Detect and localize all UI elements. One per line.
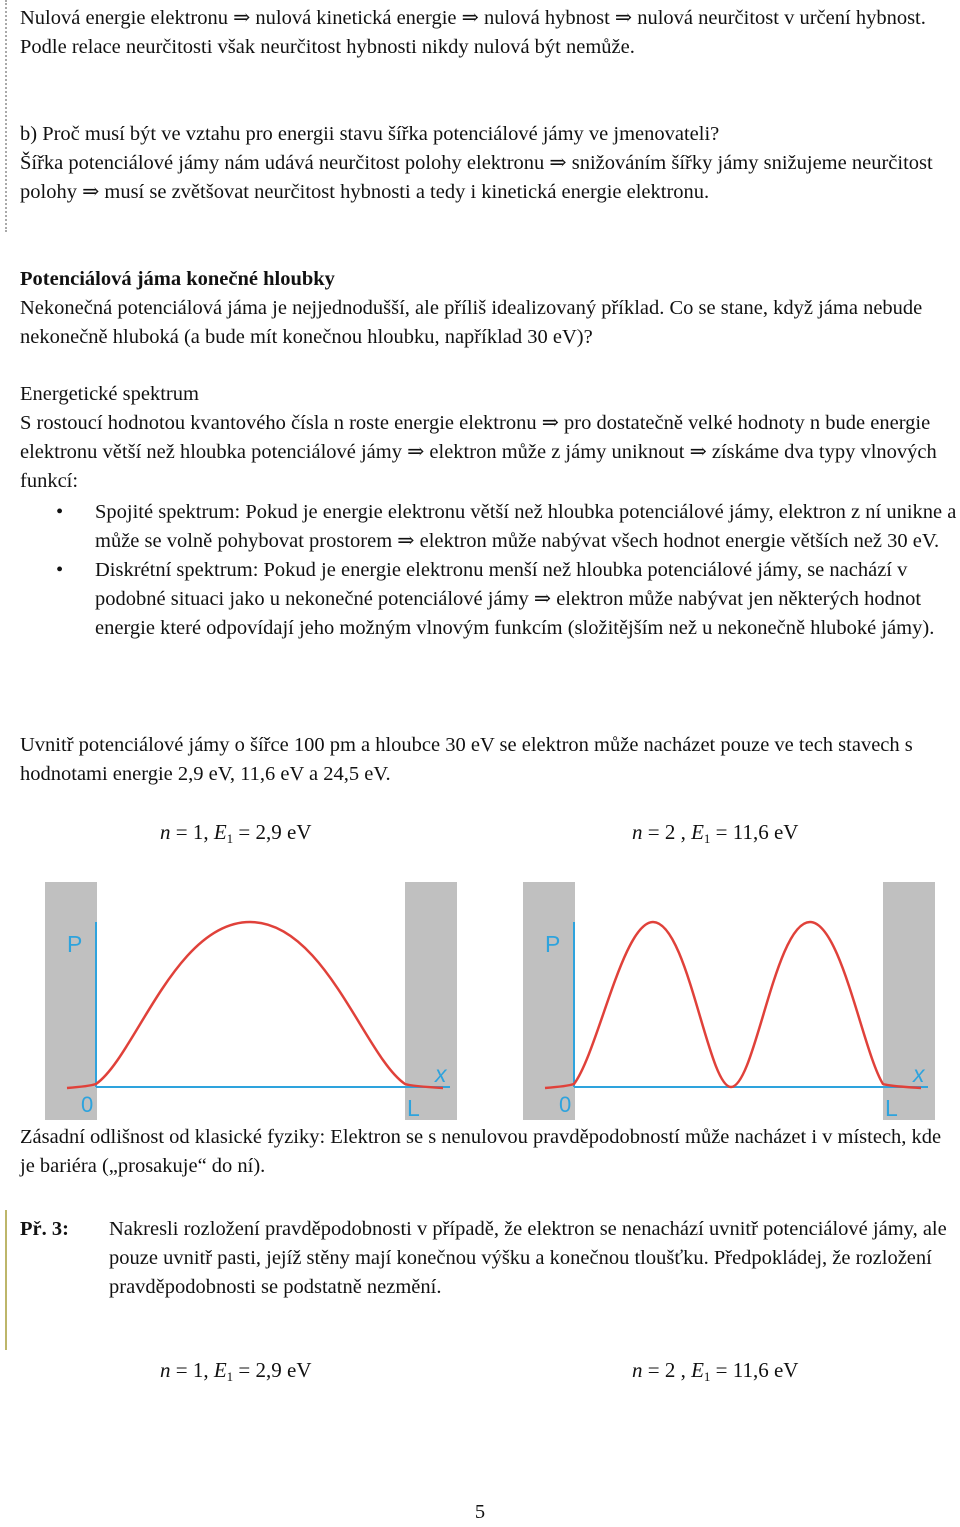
paragraph-zero-energy: [20, 4, 960, 62]
formula-n-value: = 2 ,: [647, 1358, 686, 1382]
bullet-continuous: [20, 498, 960, 556]
margin-marker-top: [5, 0, 7, 232]
formula-n-value: = 1,: [175, 820, 209, 844]
formula-e-subscript: 1: [226, 1369, 234, 1384]
energy-spectrum: [20, 380, 960, 496]
formula-e-value: = 2,9 eV: [238, 820, 312, 844]
section-finite-well: [20, 265, 960, 352]
section-heading: Potenciálová jáma konečné hloubky: [20, 268, 335, 290]
answer-b-text: Šířka potenciálové jámy nám udává neurčitost polohy elektronu ⇒ snižováním šířky jámy snižujeme neurčitost polohy ⇒ musí se zvětšovat neurčitost hybnosti a tedy i kinetická energie elektronu.: [20, 152, 933, 203]
graph-state-n2: [523, 882, 960, 1120]
question-b: [20, 120, 960, 207]
x-label: x: [913, 1061, 925, 1087]
formula-n-symbol: n: [632, 820, 643, 844]
formula-n2-repeat: [632, 1356, 798, 1391]
formula-n-symbol: n: [632, 1358, 643, 1382]
formula-e-subscript: 1: [703, 1369, 711, 1384]
formula-n-value: = 1,: [175, 1358, 209, 1382]
spectrum-heading: Energetické spektrum: [20, 383, 199, 405]
x-label: x: [435, 1061, 447, 1087]
example-label: Př. 3:: [20, 1218, 69, 1240]
p-label: P: [67, 931, 83, 957]
bullet-discrete: [20, 556, 960, 643]
probability-curve: [67, 922, 443, 1088]
example-text: Nakresli rozložení pravděpodobnosti v případě, že elektron se nenachází uvnitř potenciálové jámy, ale pouze uvnitř pasti, jejíž stěny mají konečnou výšku a konečnou tloušťku. Předpokládej, že rozložení pravděpodobnosti se podstatně nezmění.: [109, 1218, 947, 1298]
states-text: Uvnitř potenciálové jámy o šířce 100 pm a hloubce 30 eV se elektron může nacházet pouze ve tech stavech s hodnotami energie 2,9 eV, 11,6 eV a 24,5 eV.: [20, 734, 913, 785]
formula-n1: [160, 818, 312, 853]
formula-e-value: = 2,9 eV: [238, 1358, 312, 1382]
probability-curve: [545, 922, 921, 1088]
formula-e-symbol: E: [691, 1358, 704, 1382]
origin-label: 0: [559, 1092, 572, 1117]
question-b-text: b) Proč musí být ve vztahu pro energii stavu šířka potenciálové jámy ve jmenovateli?: [20, 123, 720, 145]
formula-n1-repeat: [160, 1356, 312, 1391]
states-paragraph: [20, 731, 960, 789]
formula-e-symbol: E: [213, 820, 227, 844]
bullet-dot: •: [56, 501, 64, 523]
formula-n2: [632, 818, 798, 853]
formula-n-symbol: n: [160, 820, 171, 844]
spectrum-bullets: [20, 498, 960, 643]
classical-note-text: Zásadní odlišnost od klasické fyziky: Elektron se s nenulovou pravděpodobností může nacházet i v místech, kde je bariéra („prosakuje“ do ní).: [20, 1126, 942, 1177]
bullet-continuous-text: Spojité spektrum: Pokud je energie elektronu větší než hloubka potenciálové jámy, elektron z ní unikne a může se volně pohybovat prostorem ⇒ elektron může nabývat všech hodnot energie větších než 30 eV.: [95, 501, 957, 552]
section-intro: Nekonečná potenciálová jáma je nejjednodušší, ale příliš idealizovaný příklad. Co se stane, když jáma nebude nekonečně hluboká (a bude mít konečnou hloubku, například 30 eV)?: [20, 297, 923, 348]
bullet-discrete-text: Diskrétní spektrum: Pokud je energie elektronu menší než hloubka potenciálové jámy, se nachází v podobné situaci jako u nekonečné potenciálové jámy ⇒ elektron může nabývat jen některých hodnot energie které odpovídají jeho možným vlnovým funkcím (složitějším než u nekonečně hluboké jámy).: [95, 559, 935, 639]
page-number: 5: [474, 1501, 486, 1523]
formula-e-value: = 11,6 eV: [715, 820, 799, 844]
bullet-dot: •: [56, 559, 64, 581]
l-label: L: [407, 1095, 420, 1120]
formula-n-symbol: n: [160, 1358, 171, 1382]
formula-e-subscript: 1: [703, 831, 711, 846]
formula-e-subscript: 1: [226, 831, 234, 846]
spectrum-text: S rostoucí hodnotou kvantového čísla n roste energie elektronu ⇒ pro dostatečně velké hodnoty n bude energie elektronu větší než hloubka potenciálové jámy ⇒ elektron může z jámy uniknout ⇒ získáme dva typy vlnových funkcí:: [20, 412, 937, 492]
formula-n-value: = 2 ,: [647, 820, 686, 844]
formula-e-symbol: E: [691, 820, 704, 844]
formula-e-symbol: E: [213, 1358, 227, 1382]
origin-label: 0: [81, 1092, 94, 1117]
classical-note: [20, 1123, 960, 1181]
l-label: L: [885, 1095, 898, 1120]
paragraph-zero-energy-text: Nulová energie elektronu ⇒ nulová kinetická energie ⇒ nulová hybnost ⇒ nulová neurčitost v určení hybnost. Podle relace neurčitosti však neurčitost hybnosti nikdy nulová být nemůže.: [20, 7, 926, 58]
formula-e-value: = 11,6 eV: [715, 1358, 799, 1382]
p-label: P: [545, 931, 561, 957]
graph-state-n1: [45, 882, 485, 1120]
margin-marker-example: [5, 1210, 7, 1350]
